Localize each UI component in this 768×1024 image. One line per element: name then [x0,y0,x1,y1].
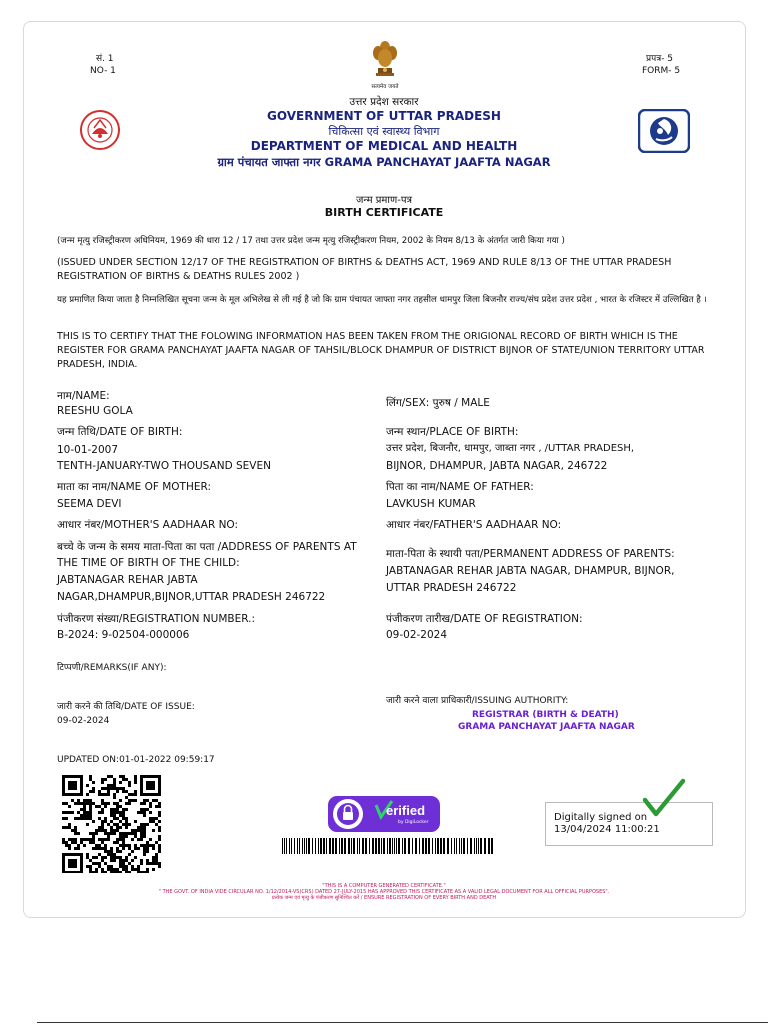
father-aadhaar-label: आधार नंबर/FATHER'S AADHAAR NO: [386,519,562,531]
name-value: REESHU GOLA [57,405,133,417]
mother-name-value: SEEMA DEVI [57,498,122,510]
digital-signature-box [545,802,713,846]
qr-code [62,775,164,873]
permanent-address-label: माता-पिता के स्थायी पता/PERMANENT ADDRESS OF PARENTS: [386,548,675,560]
no-hindi: सं. 1 [96,54,114,64]
panchayat-hindi: ग्राम पंचायत जाफ्ता नगर [217,155,321,169]
footer-line-1: "THIS IS A COMPUTER GENERATED CERTIFICATE." [322,883,446,889]
issuing-authority-label: जारी करने वाला प्राधिकारी/ISSUING AUTHORITY: [386,696,569,706]
sex-label: लिंग/SEX: पुरुष / MALE [386,397,490,409]
department-english: DEPARTMENT OF MEDICAL AND HEALTH [250,139,518,153]
birth-address-label-1: बच्चे के जन्म के समय माता-पिता का पता /ADDRESS OF PARENTS AT [57,541,357,553]
footer-line-2: " THE GOVT. OF INDIA VIDE CIRCULAR NO. 1/12/2014-VS(CRS) DATED 27-JULY-2015 HAS APPROVED THIS CERTIFICATE AS A VALID LEGAL DOCUMENT FOR ALL OFFICIAL PURPOSES". [158,889,610,895]
issue-date-label: जारी करने की तिथि/DATE OF ISSUE: [57,702,195,712]
name-label: नाम/NAME: [57,390,110,402]
dob-label: जन्म तिथि/DATE OF BIRTH: [57,426,183,438]
birth-address-label-2: THE TIME OF BIRTH OF THE CHILD: [57,557,240,569]
father-name-value: LAVKUSH KUMAR [386,498,476,510]
issuing-authority-line-2: GRAMA PANCHAYAT JAAFTA NAGAR [458,722,635,732]
panchayat-title [0,155,768,170]
birth-address-value-2: NAGAR,DHAMPUR,BIJNOR,UTTAR PRADESH 246722 [57,591,326,603]
barcode [282,838,494,854]
emblem-motto: सत्यमेव जयते [371,84,399,90]
no-english: NO- 1 [90,66,116,76]
dob-value: 10-01-2007 [57,444,119,456]
hindi-act-text: (जन्म मृत्यु रजिस्ट्रीकरण अधिनियम, 1969 की धारा 12 / 17 तथा उत्तर प्रदेश जन्म मृत्यु रजिस्ट्रीकरण नियम, 2002 के नियम 8/13 के अंतर्गत जारी किया गया ) [57,236,565,246]
signature-line-2: 13/04/2024 11:00:21 [554,824,660,835]
issue-date-value: 09-02-2024 [57,716,110,726]
english-certify-text: THIS IS TO CERTIFY THAT THE FOLOWING INFORMATION HAS BEEN TAKEN FROM THE ORIGIONAL RECORD OF BIRTH WHICH IS THE REGISTER FOR GRAMA PANCHAYAT JAAFTA NAGAR OF TAHSIL/BLOCK DHAMPUR OF DISTRICT BIJNOR OF STATE/UNION TERRITORY UTTAR PRADESH, INDIA. [57,331,705,370]
digilocker-verified-badge [328,795,440,833]
remarks-label: टिप्पणी/REMARKS(IF ANY): [57,663,167,673]
mother-name-label: माता का नाम/NAME OF MOTHER: [57,481,212,493]
place-of-birth-value-1: उत्तर प्रदेश, बिजनौर, धामपुर, जाब्ता नगर , /UTTAR PRADESH, [386,443,635,454]
signature-line-1: Digitally signed on [554,812,648,823]
registration-number-value: B-2024: 9-02504-000006 [57,629,190,641]
english-act-text: (ISSUED UNDER SECTION 12/17 OF THE REGISTRATION OF BIRTHS & DEATHS ACT, 1969 AND RULE 8/13 OF THE UTTAR PRADESH REGISTRATION OF BIRTHS & DEATHS RULES 2002 ) [57,257,672,282]
place-of-birth-value-2: BIJNOR, DHAMPUR, JABTA NAGAR, 246722 [386,460,608,472]
hindi-certify-text: यह प्रमाणित किया जाता है निम्नलिखित सूचना जन्म के मूल अभिलेख से ली गई है जो कि ग्राम पंचायत जाफ्ता नगर तहसील धामपुर जिला बिजनौर राज्य/संघ प्रदेश उत्तर प्रदेश , भारत के रजिस्टर में उल्लिखित है । [57,295,707,305]
permanent-address-value-1: JABTANAGAR REHAR JABTA NAGAR, DHAMPUR, BIJNOR, [386,565,675,577]
page-bottom-rule [37,1022,768,1023]
certificate-title-hindi: जन्म प्रमाण-पत्र [355,195,413,206]
dob-words: TENTH-JANUARY-TWO THOUSAND SEVEN [57,460,271,472]
form-english: FORM- 5 [642,66,681,76]
father-name-label: पिता का नाम/NAME OF FATHER: [386,481,534,493]
green-check-icon [642,778,686,818]
state-english: GOVERNMENT OF UTTAR PRADESH [267,109,501,123]
updated-on: UPDATED ON:01-01-2022 09:59:17 [57,755,215,765]
registration-number-label: पंजीकरण संख्या/REGISTRATION NUMBER.: [57,613,256,625]
national-emblem-icon [369,37,401,81]
verified-subtext: by DigiLocker [398,820,429,825]
place-of-birth-label: जन्म स्थान/PLACE OF BIRTH: [386,426,519,438]
mother-aadhaar-label: आधार नंबर/MOTHER'S AADHAAR NO: [57,519,239,531]
panchayat-english: GRAMA PANCHAYAT JAAFTA NAGAR [324,155,551,169]
birth-address-value-1: JABTANAGAR REHAR JABTA [57,574,198,586]
footer-line-3: प्रत्येक जन्म एवं मृत्यु के पंजीकरण सुनिश्चित करें / ENSURE REGISTRATION OF EVERY BIRTH AND DEATH [271,895,497,901]
form-hindi: प्रपत्र- 5 [646,54,674,64]
department-hindi: चिकित्सा एवं स्वास्थ्य विभाग [328,125,440,138]
state-hindi: उत्तर प्रदेश सरकार [349,96,419,108]
permanent-address-value-2: UTTAR PRADESH 246722 [386,582,517,594]
registration-date-value: 09-02-2024 [386,629,448,641]
certificate-title-english: BIRTH CERTIFICATE [324,206,444,219]
verified-text: erified [386,803,426,818]
issuing-authority-line-1: REGISTRAR (BIRTH & DEATH) [472,710,619,720]
registration-date-label: पंजीकरण तारीख/DATE OF REGISTRATION: [386,613,583,625]
